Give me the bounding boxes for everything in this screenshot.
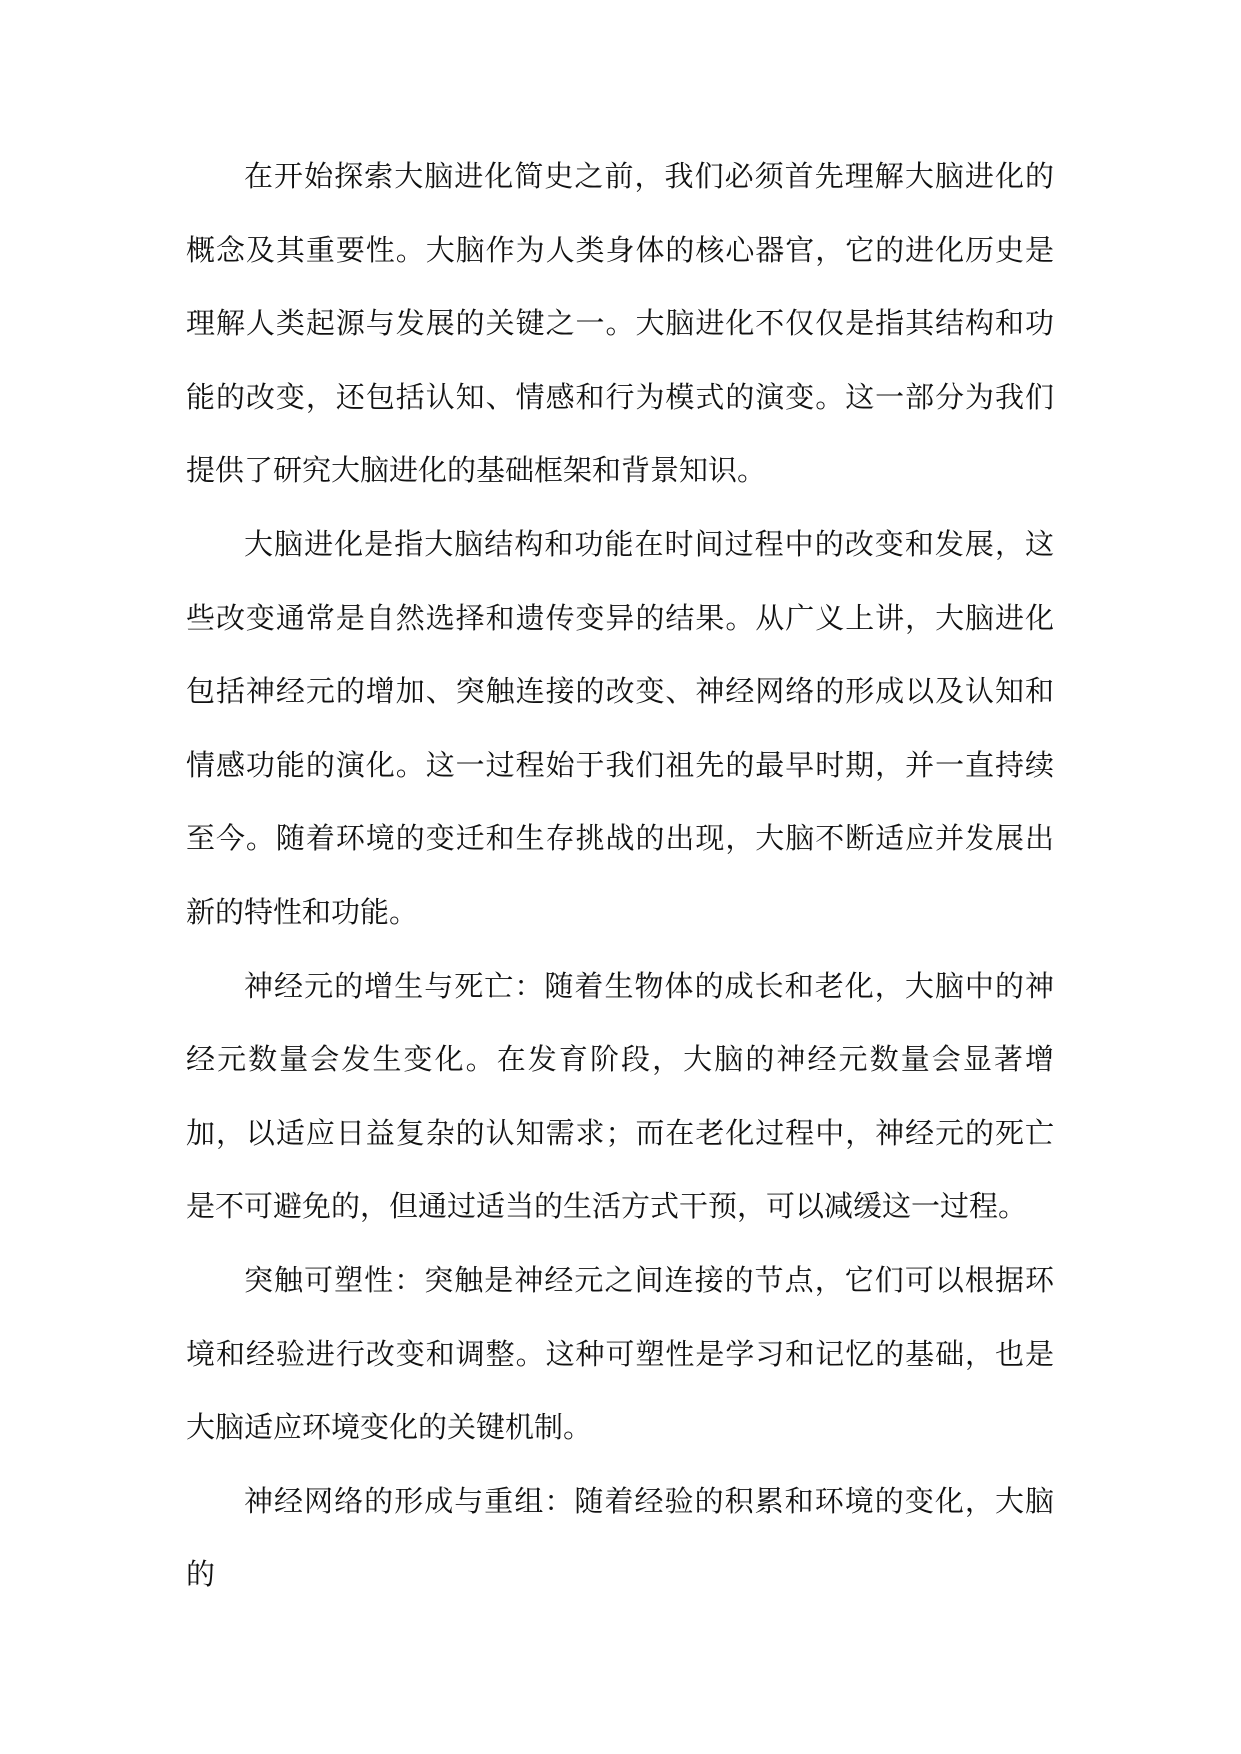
paragraph-3: 神经元的增生与死亡：随着生物体的成长和老化，大脑中的神经元数量会发生变化。在发育阶段，大脑的神经元数量会显著增加，以适应日益复杂的认知需求；而在老化过程中，神经元的死亡是不可避免的，但通过适当的生活方式干预，可以减缓这一过程。 xyxy=(186,968,1054,1224)
document-body xyxy=(186,140,1054,1612)
paragraph-4: 突触可塑性：突触是神经元之间连接的节点，它们可以根据环境和经验进行改变和调整。这种可塑性是学习和记忆的基础，也是大脑适应环境变化的关键机制。 xyxy=(186,1262,1054,1445)
paragraph-1: 在开始探索大脑进化简史之前，我们必须首先理解大脑进化的概念及其重要性。大脑作为人类身体的核心器官，它的进化历史是理解人类起源与发展的关键之一。大脑进化不仅仅是指其结构和功能的改变，还包括认知、情感和行为模式的演变。这一部分为我们提供了研究大脑进化的基础框架和背景知识。 xyxy=(186,159,1054,488)
paragraph-5: 神经网络的形成与重组：随着经验的积累和环境的变化，大脑的 xyxy=(186,1483,1054,1592)
paragraph-2: 大脑进化是指大脑结构和功能在时间过程中的改变和发展，这些改变通常是自然选择和遗传变异的结果。从广义上讲，大脑进化包括神经元的增加、突触连接的改变、神经网络的形成以及认知和情感功能的演化。这一过程始于我们祖先的最早时期，并一直持续至今。随着环境的变迁和生存挑战的出现，大脑不断适应并发展出新的特性和功能。 xyxy=(186,526,1054,929)
